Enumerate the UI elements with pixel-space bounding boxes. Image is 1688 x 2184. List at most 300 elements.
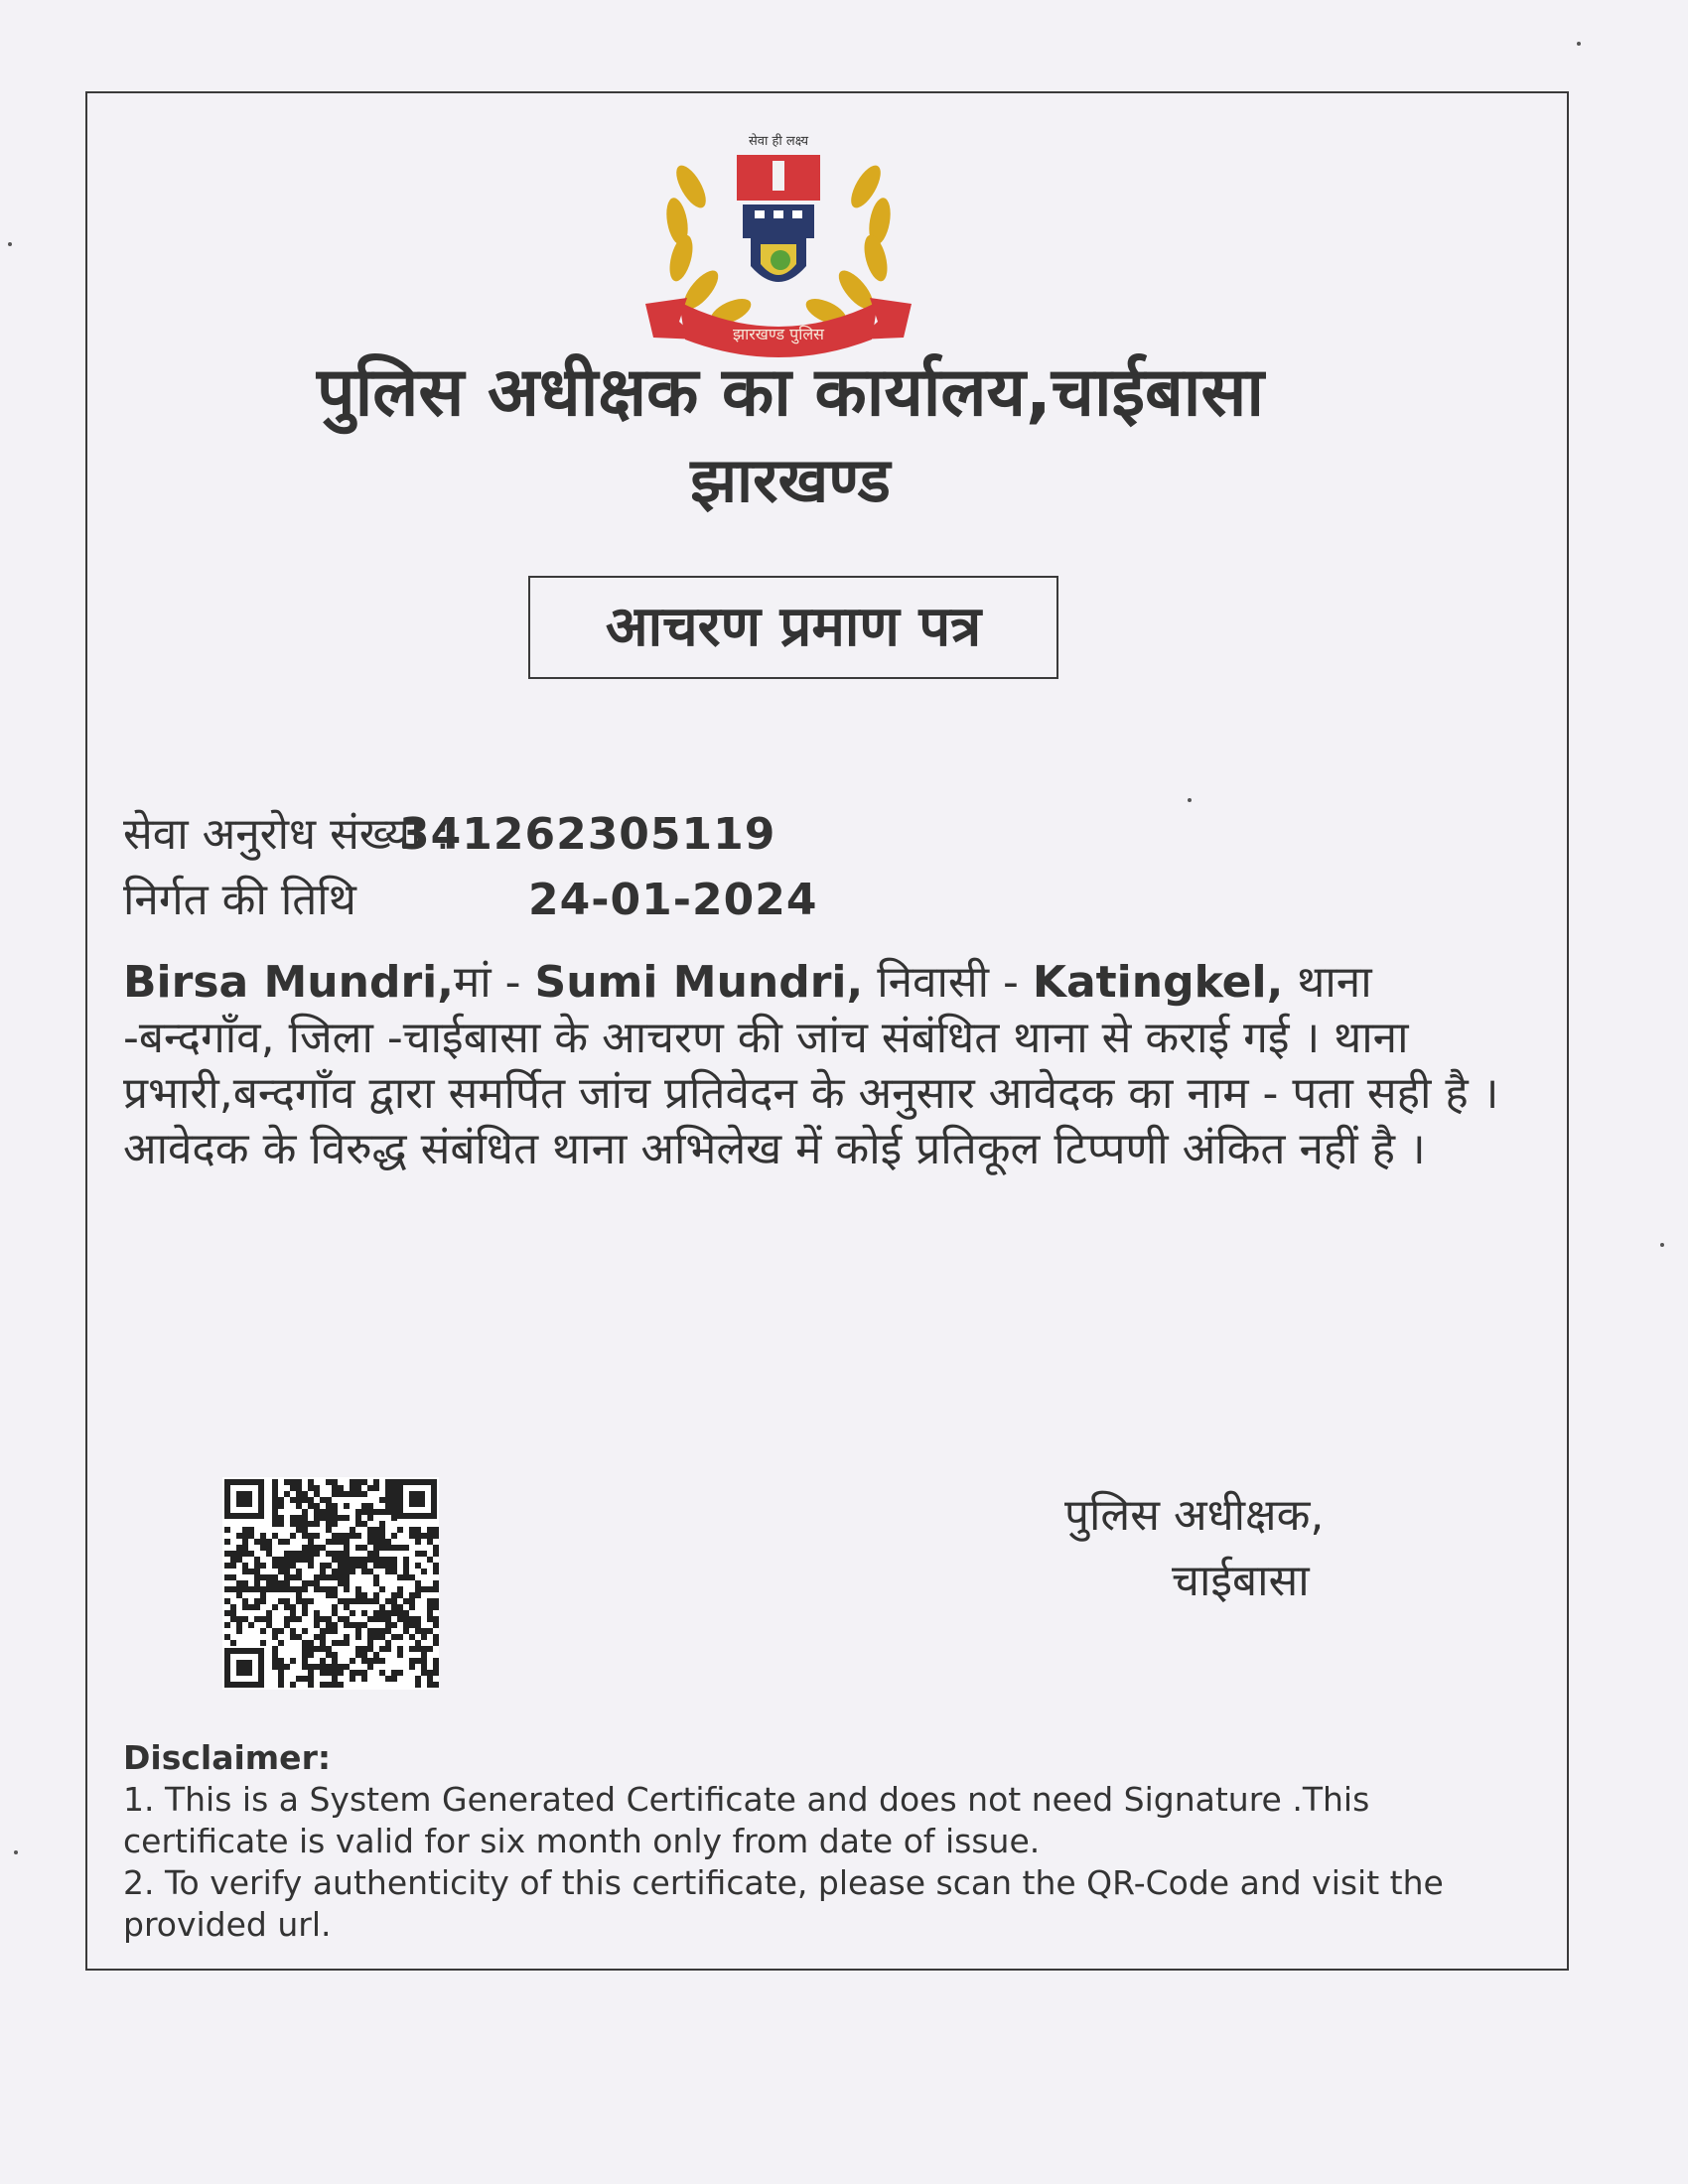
qr-module [338,1616,344,1622]
qr-module [290,1497,296,1503]
qr-module [391,1563,397,1569]
qr-module [379,1539,385,1545]
qr-module [236,1592,242,1598]
qr-module [254,1574,260,1580]
qr-module [230,1574,236,1580]
qr-module [272,1491,278,1497]
qr-module [385,1491,391,1497]
qr-module [332,1610,338,1616]
qr-module [391,1622,397,1628]
qr-module [391,1557,397,1563]
qr-module [338,1533,344,1539]
qr-module [296,1515,302,1521]
qr-module [350,1670,355,1676]
qr-module [433,1580,439,1586]
qr-module [391,1509,397,1515]
qr-module [314,1586,320,1592]
qr-module [403,1628,409,1634]
qr-module [248,1551,254,1557]
qr-module [302,1676,308,1682]
qr-module [344,1503,350,1509]
qr-module [230,1551,236,1557]
qr-module [320,1574,326,1580]
qr-module [367,1569,373,1574]
qr-module [302,1610,308,1616]
qr-module [278,1569,284,1574]
qr-module [344,1574,350,1580]
qr-module [326,1574,332,1580]
qr-module [308,1503,314,1509]
qr-module [427,1586,433,1592]
qr-module [415,1676,421,1682]
qr-module [415,1646,421,1652]
qr-module [433,1670,439,1676]
signatory-title: पुलिस अधीक्षक, [1064,1490,1325,1541]
qr-module [278,1503,284,1509]
qr-module [367,1515,373,1521]
qr-module [391,1515,397,1521]
qr-module [320,1640,326,1646]
qr-module [296,1569,302,1574]
qr-module [314,1521,320,1527]
qr-module [415,1616,421,1622]
qr-module [361,1569,367,1574]
qr-module [379,1533,385,1539]
request-number-row [123,802,775,862]
qr-module [326,1479,332,1485]
qr-module [230,1640,236,1646]
qr-module [260,1586,266,1592]
qr-module [355,1628,361,1634]
qr-module [373,1545,379,1551]
qr-module [367,1658,373,1664]
qr-module [367,1557,373,1563]
qr-module [373,1485,379,1491]
qr-module [397,1646,403,1652]
qr-module [385,1539,391,1545]
qr-module [350,1479,355,1485]
qr-module [266,1545,272,1551]
qr-module [248,1586,254,1592]
qr-module [379,1646,385,1652]
qr-module [308,1598,314,1604]
qr-module [332,1485,338,1491]
qr-module [266,1539,272,1545]
qr-module [355,1557,361,1563]
qr-module [397,1527,403,1533]
qr-module [344,1569,350,1574]
verification-qr-code[interactable] [222,1477,439,1690]
qr-module [373,1658,379,1664]
qr-module [415,1586,421,1592]
qr-module [332,1592,338,1598]
qr-module [326,1527,332,1533]
qr-module [421,1670,427,1676]
scan-speck [1188,798,1192,802]
qr-module [379,1616,385,1622]
qr-module [296,1574,302,1580]
qr-module [278,1682,284,1688]
qr-module [355,1652,361,1658]
qr-module [427,1604,433,1610]
qr-module [338,1598,344,1604]
qr-module [272,1646,278,1652]
qr-module [427,1616,433,1622]
qr-module [433,1616,439,1622]
qr-module [260,1628,266,1634]
qr-module [308,1539,314,1545]
qr-module [320,1670,326,1676]
qr-module [290,1521,296,1527]
qr-module [391,1598,397,1604]
qr-module [361,1503,367,1509]
qr-module [361,1658,367,1664]
qr-module [260,1539,266,1545]
scan-speck [8,242,12,246]
qr-module [385,1640,391,1646]
qr-module [314,1634,320,1640]
qr-module [373,1479,379,1485]
office-title: पुलिस अधीक्षक का कार्यालय,चाईबासा [317,353,1264,432]
qr-module [302,1646,308,1652]
qr-module [355,1485,361,1491]
qr-module [272,1658,278,1664]
village-name: Katingkel, [1032,957,1284,1008]
qr-module [350,1676,355,1682]
qr-module [373,1539,379,1545]
qr-module [338,1563,344,1569]
qr-module [290,1586,296,1592]
qr-module [296,1676,302,1682]
qr-module [385,1479,391,1485]
qr-module [296,1592,302,1598]
qr-module [278,1628,284,1634]
qr-module [415,1640,421,1646]
qr-module [385,1628,391,1634]
qr-module [403,1557,409,1563]
qr-module [308,1664,314,1670]
qr-module [254,1557,260,1563]
qr-module [367,1527,373,1533]
qr-module [403,1545,409,1551]
qr-module [385,1598,391,1604]
qr-module [433,1533,439,1539]
qr-module [433,1682,439,1688]
qr-module [326,1664,332,1670]
qr-module [296,1527,302,1533]
qr-module [361,1592,367,1598]
qr-module [397,1634,403,1640]
qr-module [391,1491,397,1497]
qr-module [224,1598,230,1604]
qr-module [278,1658,284,1664]
qr-module [224,1527,230,1533]
qr-module [326,1670,332,1676]
qr-module [236,1580,242,1586]
qr-module [361,1610,367,1616]
qr-module [302,1652,308,1658]
qr-module [230,1563,236,1569]
qr-module [302,1497,308,1503]
qr-module [266,1551,272,1557]
qr-module [278,1598,284,1604]
qr-module [373,1598,379,1604]
qr-module [278,1557,284,1563]
qr-module [242,1586,248,1592]
qr-module [421,1628,427,1634]
qr-module [415,1539,421,1545]
qr-module [296,1491,302,1497]
qr-module [367,1646,373,1652]
qr-module [332,1557,338,1563]
qr-module [308,1533,314,1539]
qr-module [284,1616,290,1622]
qr-module [290,1682,296,1688]
qr-module [361,1652,367,1658]
qr-module [302,1527,308,1533]
qr-module [308,1580,314,1586]
qr-module [338,1551,344,1557]
qr-module [367,1509,373,1515]
qr-module [373,1551,379,1557]
qr-module [314,1616,320,1622]
qr-module [236,1545,242,1551]
qr-module [284,1580,290,1586]
qr-module [332,1491,338,1497]
qr-module [302,1604,308,1610]
qr-module [266,1610,272,1616]
qr-module [421,1569,427,1574]
emblem-navy-band [743,205,814,238]
qr-module [338,1557,344,1563]
qr-module [302,1545,308,1551]
qr-module [433,1604,439,1610]
qr-module [254,1616,260,1622]
qr-module [326,1497,332,1503]
qr-module [296,1634,302,1640]
qr-module [403,1598,409,1604]
qr-module [314,1545,320,1551]
qr-module [272,1533,278,1539]
qr-module [326,1521,332,1527]
qr-module [314,1574,320,1580]
qr-module [272,1574,278,1580]
qr-module [254,1539,260,1545]
qr-module [355,1533,361,1539]
scan-speck [1577,42,1581,46]
qr-module [242,1569,248,1574]
qr-module [385,1646,391,1652]
qr-module [272,1664,278,1670]
qr-module [344,1491,350,1497]
qr-module [367,1616,373,1622]
qr-module [344,1616,350,1622]
qr-module [308,1563,314,1569]
qr-module [427,1610,433,1616]
qr-module [344,1604,350,1610]
qr-module [397,1574,403,1580]
qr-module [373,1580,379,1586]
qr-module [314,1509,320,1515]
qr-module [391,1485,397,1491]
qr-module [302,1509,308,1515]
qr-module [290,1604,296,1610]
qr-module [326,1509,332,1515]
qr-module [332,1628,338,1634]
qr-module [332,1574,338,1580]
qr-module [421,1533,427,1539]
qr-module [409,1646,415,1652]
qr-module [302,1580,308,1586]
qr-module [290,1515,296,1521]
qr-module [433,1634,439,1640]
qr-module [391,1533,397,1539]
qr-module [260,1640,266,1646]
qr-module [433,1527,439,1533]
qr-module [367,1634,373,1640]
qr-module [355,1670,361,1676]
qr-module [320,1664,326,1670]
qr-module [385,1569,391,1574]
jharkhand-police-emblem [639,127,917,357]
issue-date-value: 24-01-2024 [528,875,818,925]
qr-module [391,1634,397,1640]
qr-module [224,1563,230,1569]
qr-module [385,1497,391,1503]
qr-module [385,1622,391,1628]
qr-module [355,1634,361,1640]
qr-module [403,1574,409,1580]
qr-module [272,1509,278,1515]
qr-module [373,1509,379,1515]
qr-module [409,1592,415,1598]
qr-module [278,1521,284,1527]
qr-module [350,1622,355,1628]
qr-module [242,1527,248,1533]
qr-module [296,1521,302,1527]
qr-module [290,1551,296,1557]
qr-module [379,1586,385,1592]
qr-module [361,1491,367,1497]
qr-module [415,1628,421,1634]
qr-module [397,1545,403,1551]
qr-module [302,1598,308,1604]
qr-module [379,1628,385,1634]
qr-module [403,1616,409,1622]
qr-module [290,1485,296,1491]
qr-module [236,1622,242,1628]
qr-module [308,1652,314,1658]
qr-module [338,1491,344,1497]
qr-module [314,1515,320,1521]
qr-module [326,1592,332,1598]
qr-module [338,1580,344,1586]
qr-module [385,1676,391,1682]
qr-module [427,1682,433,1688]
qr-module [296,1485,302,1491]
office-state: झारखण्ड [690,444,891,516]
qr-module [403,1622,409,1628]
qr-module [308,1557,314,1563]
qr-module [391,1497,397,1503]
qr-module [391,1545,397,1551]
qr-module [350,1557,355,1563]
qr-module [409,1604,415,1610]
qr-module [433,1622,439,1628]
qr-module [332,1658,338,1664]
qr-module [397,1616,403,1622]
qr-module [350,1658,355,1664]
qr-module [433,1586,439,1592]
qr-module [391,1479,397,1485]
qr-module [350,1598,355,1604]
qr-module [308,1545,314,1551]
qr-module [284,1604,290,1610]
qr-module [373,1527,379,1533]
request-number-value: 341262305119 [399,809,776,860]
qr-module [421,1551,427,1557]
disclaimer [123,1737,1513,1946]
qr-module [344,1640,350,1646]
qr-module [385,1610,391,1616]
qr-module [409,1664,415,1670]
qr-module [397,1586,403,1592]
qr-module [308,1682,314,1688]
qr-module [284,1539,290,1545]
qr-module [409,1616,415,1622]
qr-module [344,1557,350,1563]
qr-module [379,1509,385,1515]
qr-module [272,1634,278,1640]
qr-module [344,1551,350,1557]
qr-module [284,1557,290,1563]
qr-module [248,1622,254,1628]
qr-module [344,1622,350,1628]
qr-module [302,1533,308,1539]
qr-module [254,1563,260,1569]
qr-module [308,1497,314,1503]
qr-module [367,1533,373,1539]
qr-module [367,1598,373,1604]
qr-module [320,1586,326,1592]
mother-label: मां - [453,957,535,1008]
qr-module [326,1503,332,1509]
qr-module [409,1574,415,1580]
qr-module [302,1586,308,1592]
qr-module [379,1610,385,1616]
qr-module [332,1664,338,1670]
qr-module [355,1521,361,1527]
qr-module [344,1580,350,1586]
qr-module [385,1503,391,1509]
qr-module [320,1569,326,1574]
qr-module [421,1634,427,1640]
qr-module [314,1646,320,1652]
qr-module [320,1646,326,1652]
qr-module [326,1652,332,1658]
qr-module [284,1569,290,1574]
qr-module [344,1598,350,1604]
qr-module [367,1628,373,1634]
qr-module [433,1658,439,1664]
qr-module [338,1574,344,1580]
qr-module [427,1557,433,1563]
qr-module [355,1515,361,1521]
qr-module [308,1485,314,1491]
qr-module [355,1479,361,1485]
qr-module [242,1533,248,1539]
qr-module [344,1533,350,1539]
